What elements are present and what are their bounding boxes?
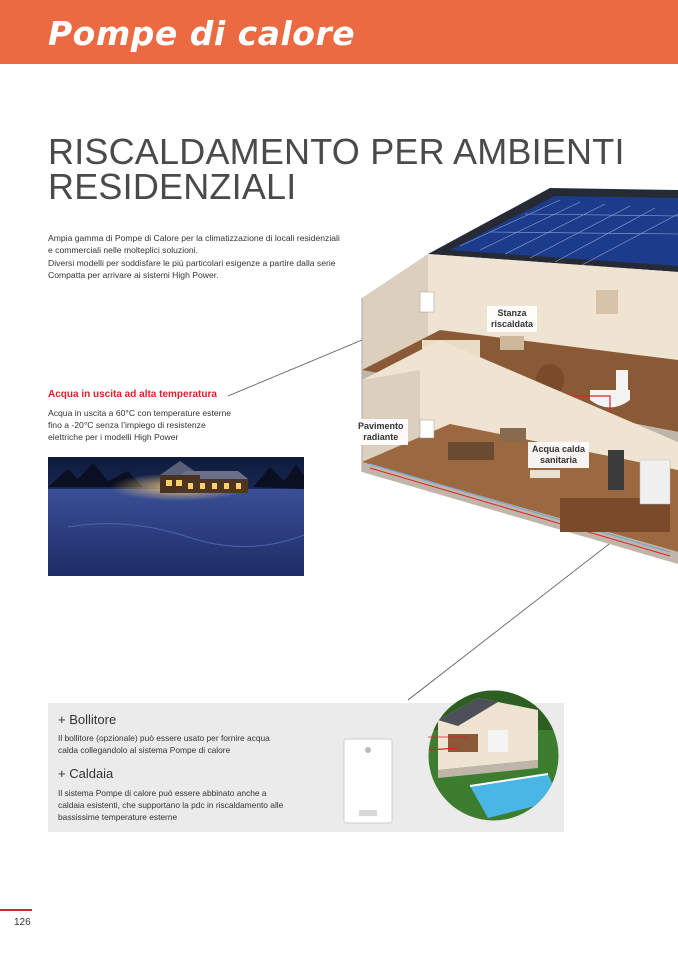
intro-paragraph <box>48 232 378 282</box>
caldaia-text <box>58 788 338 823</box>
label-pavimento-line-1: Pavimento <box>358 421 404 431</box>
feature-body <box>48 408 268 443</box>
caldaia-title: + Caldaia <box>58 766 114 781</box>
label-acqua-line-1: Acqua calda <box>532 444 586 454</box>
intro-line-3: Diversi modelli per soddisfare le più particolari esigenze a partire dalla serie <box>48 257 336 268</box>
house-pool-circle-image <box>428 690 559 821</box>
feature-title: Acqua in uscita ad alta temperatura <box>48 389 217 400</box>
winter-house-photo <box>48 457 304 576</box>
caldaia-line-3: bassissime temperature esterne <box>58 811 178 822</box>
feature-line-1: Acqua in uscita a 60°C con temperature esterne <box>48 408 232 418</box>
label-pavimento-line-2: radiante <box>363 432 399 442</box>
feature-line-3: elettriche per i modelli High Power <box>48 431 179 442</box>
label-stanza-line-2: riscaldata <box>491 319 534 329</box>
bollitore-line-2: calda collegandolo al sistema Pompe di calore <box>58 744 231 755</box>
caldaia-line-1: Il sistema Pompe di calore può essere abbinato anche a <box>58 788 267 798</box>
label-stanza-riscaldata <box>487 306 537 332</box>
house-cutaway-illustration <box>350 180 678 610</box>
intro-line-4: Compatta per arrivare ai sistemi High Power. <box>48 270 219 281</box>
label-acqua-calda-sanitaria <box>528 442 589 468</box>
caldaia-line-2: caldaia esistenti, che supportano la pdc in riscaldamento alle <box>58 799 284 810</box>
page-title-line-1: RISCALDAMENTO PER AMBIENTI <box>48 131 625 172</box>
bollitore-line-1: Il bollitore (opzionale) può essere usato per fornire acqua <box>58 733 270 743</box>
page-title-line-2: RESIDENZIALI <box>48 166 297 207</box>
feature-line-2: fino a -20°C senza l’impiego di resistenze <box>48 419 206 430</box>
intro-line-1: Ampia gamma di Pompe di Calore per la climatizzazione di locali residenziali <box>48 233 340 243</box>
intro-line-2: e commerciali nelle molteplici soluzioni. <box>48 245 198 256</box>
header-bar <box>0 0 678 64</box>
label-stanza-line-1: Stanza <box>497 308 527 318</box>
page-marker-line <box>0 909 32 911</box>
bollitore-text <box>58 733 338 757</box>
header-title: Pompe di calore <box>48 14 356 53</box>
bollitore-title: + Bollitore <box>58 712 117 727</box>
boiler-unit-icon <box>343 738 393 824</box>
page-number: 126 <box>14 917 31 928</box>
label-acqua-line-2: sanitaria <box>540 455 578 465</box>
label-pavimento-radiante <box>354 419 408 445</box>
